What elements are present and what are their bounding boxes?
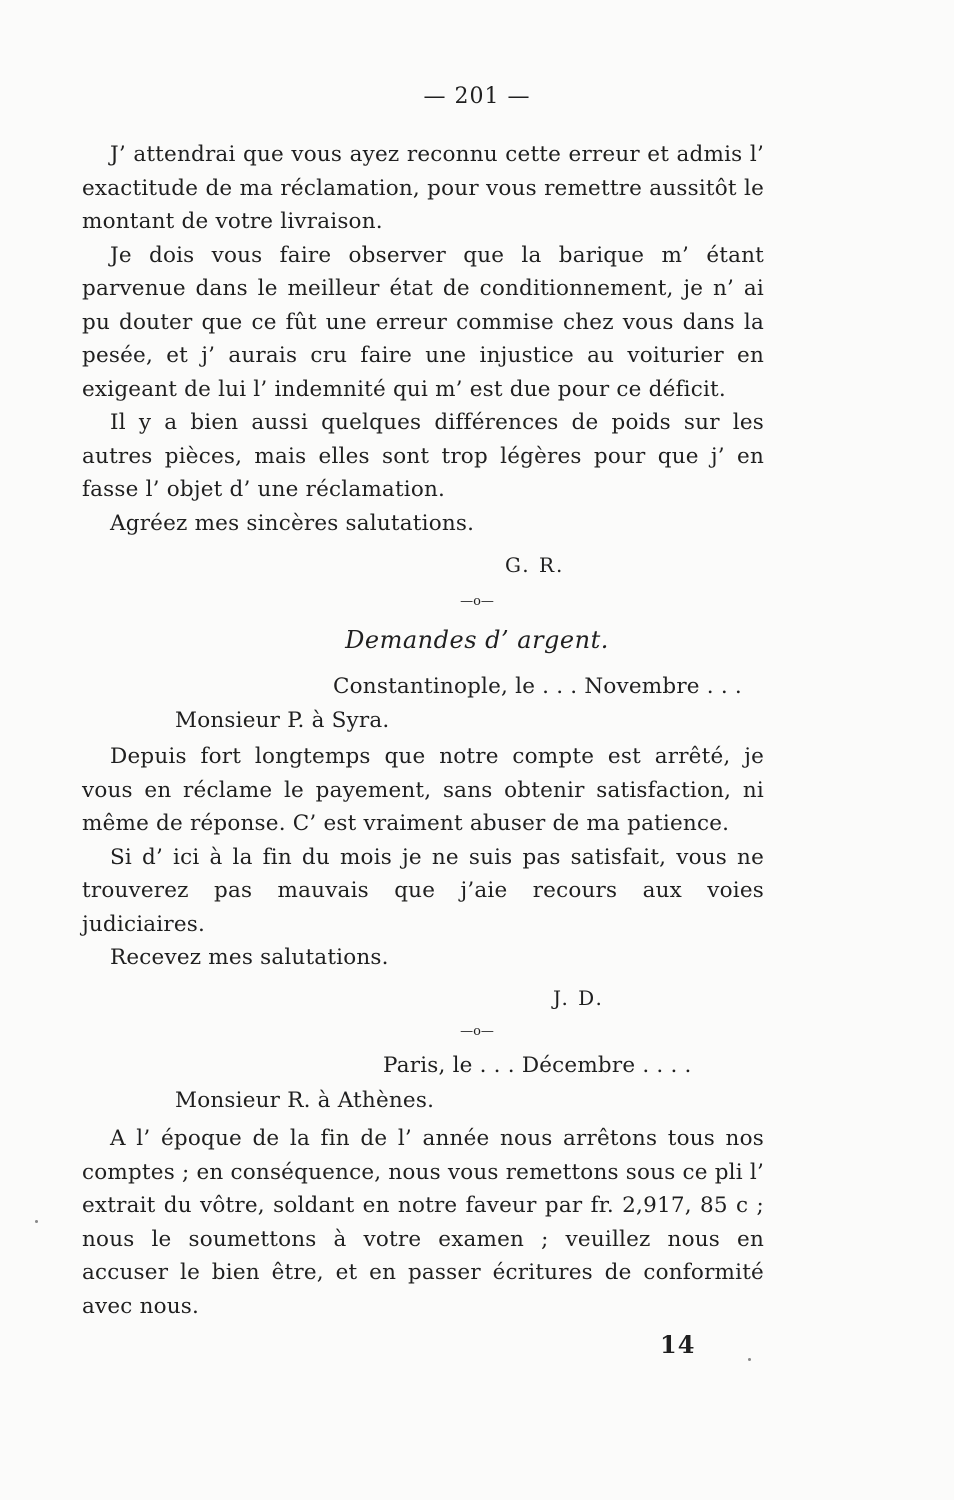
letter-2-salutation: Monsieur P. à Syra. — [175, 708, 390, 733]
separator-ornament-2: —o— — [460, 1024, 494, 1039]
letter-1-body — [82, 138, 764, 540]
letter-1-signature: G. R. — [505, 553, 565, 577]
letter-1-paragraph-2: Je dois vous faire observer que la barique m’ étant parvenue dans le meilleur état de conditionnement, je n’ ai pu douter que ce fût une erreur commise chez vous dans la pesée, et j’ aurais cru faire une injustice au voiturier en exigeant de lui l’ indemnité qui m’ est due pour ce déficit. — [82, 242, 764, 402]
letter-2-closing: Recevez mes salutations. — [110, 945, 389, 970]
letter-3-dateline: Paris, le . . . Décembre . . . . — [383, 1053, 692, 1078]
printer-signature-mark: 14 — [660, 1330, 696, 1359]
paper-speck — [35, 1220, 38, 1223]
letter-1-paragraph-3: Il y a bien aussi quelques différences de poids sur les autres pièces, mais elles sont trop légères pour que j’ en fasse l’ objet d’ une réclamation. — [82, 410, 764, 502]
letter-3-paragraph-1: A l’ époque de la fin de l’ année nous arrêtons tous nos comptes ; en conséquence, nous vous remettons sous ce pli l’ extrait du vôtre, soldant en notre faveur par fr. 2,917, 85 c ; nous le soumettons à votre examen ; veuillez nous en accuser le bien être, et en passer écritures de conformité avec nous. — [82, 1126, 764, 1319]
letter-2-paragraph-2: Si d’ ici à la fin du mois je ne suis pas satisfait, vous ne trouverez pas mauvais que j’aie recours aux voies judiciaires. — [82, 844, 764, 937]
letter-1-paragraph-1: J’ attendrai que vous ayez reconnu cette erreur et admis l’ exactitude de ma réclamation, pour vous remettre aussitôt le montant de votre livraison. — [82, 142, 764, 234]
letter-2-dateline: Constantinople, le . . . Novembre . . . — [333, 674, 742, 699]
separator-ornament-1: —o— — [460, 594, 494, 609]
paper-speck — [748, 1358, 751, 1361]
page-number: — 201 — — [423, 84, 531, 109]
letter-3-salutation: Monsieur R. à Athènes. — [175, 1088, 435, 1113]
letter-2-signature: J. D. — [553, 986, 604, 1010]
letter-3-body — [82, 1122, 764, 1323]
letter-1-closing: Agréez mes sincères salutations. — [110, 510, 475, 536]
letter-2-body — [82, 740, 764, 975]
letter-2-paragraph-1: Depuis fort longtemps que notre compte est arrêté, je vous en réclame le payement, sans obtenir satisfaction, ni même de réponse. C’ est vraiment abuser de ma patience. — [82, 744, 764, 836]
section-title: Demandes d’ argent. — [345, 626, 609, 654]
